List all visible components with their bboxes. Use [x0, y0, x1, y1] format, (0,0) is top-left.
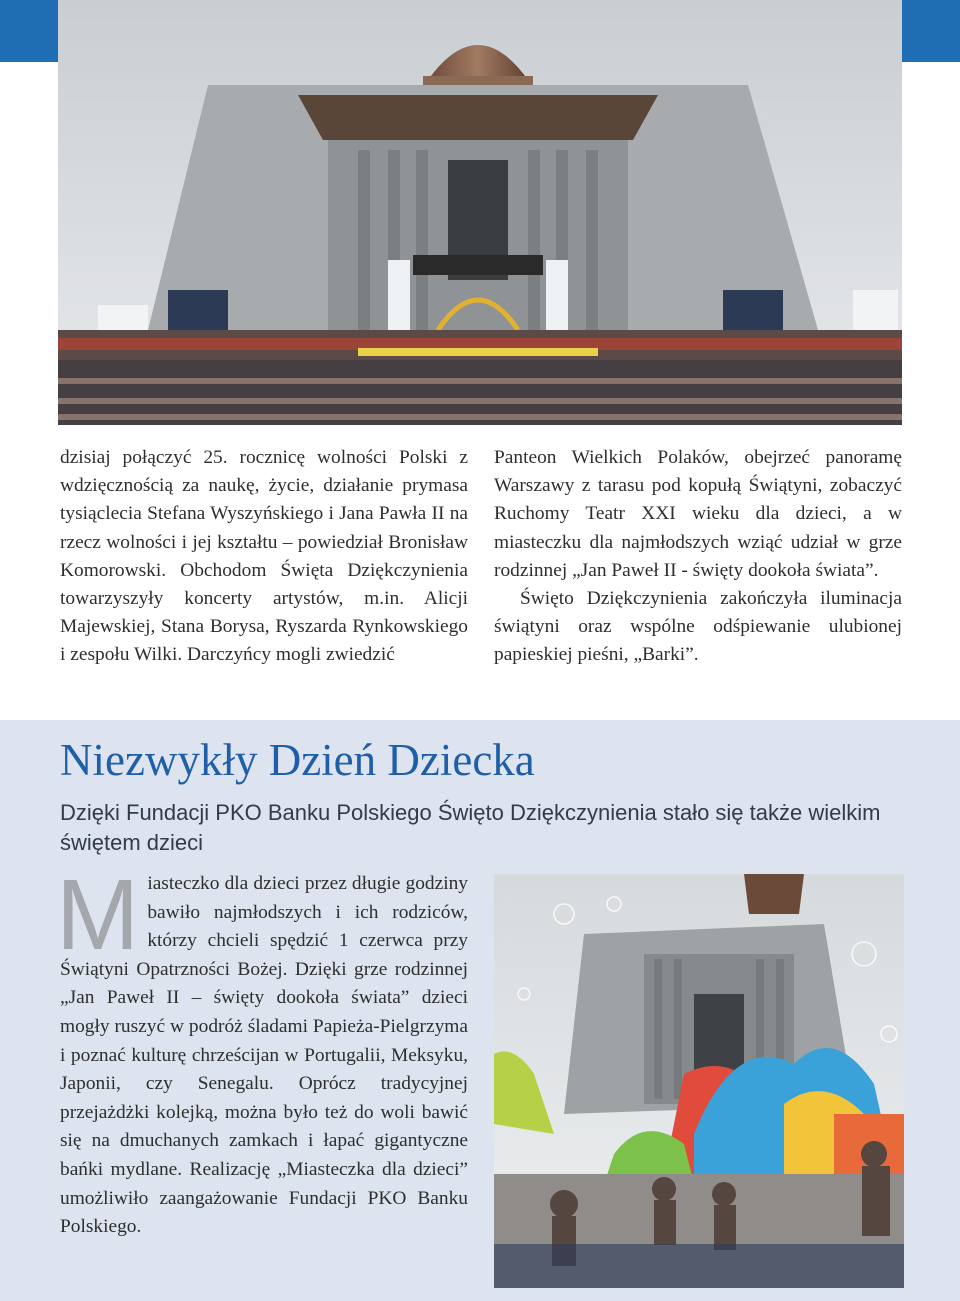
- article-right-text-1: Panteon Wielkich Polaków, obejrzeć panoramę Warszawy z tarasu pod kopułą Świątyni, zobaczyć Ruchomy Teatr XXI wieku dla dzieci, a w miasteczku dla najmłodszych wziąć udział w grze rodzinnej „Jan Paweł II - święty dookoła świata”.: [494, 447, 902, 581]
- article-right-column: [494, 444, 902, 670]
- corner-accent-left: [0, 0, 60, 62]
- section-title: Niezwykły Dzień Dziecka: [60, 735, 535, 785]
- section-lead: Dzięki Fundacji PKO Banku Polskiego Święto Dziękczynienia stało się także wielkim świętem dzieci: [60, 800, 881, 855]
- temple-ceremony-photo: [58, 0, 902, 425]
- article-right-text-2: Święto Dziękczynienia zakończyła iluminacja świątyni oraz wspólne odśpiewanie ulubionej papieskiej pieśni, „Barki”.: [494, 588, 902, 666]
- article-left-text: dzisiaj połączyć 25. rocznicę wolności Polski z wdzięcznością za naukę, życie, działanie prymasa tysiąclecia Stefana Wyszyńskiego i Jana Pawła II na rzecz wolności i jej kształtu – powiedział Bronisław Komorowski. Obchodom Święta Dziękczynienia towarzyszyły koncerty artystów, m.in. Alicji Majewskiej, Stana Borysa, Ryszarda Rynkowskiego i zespołu Wilki. Darczyńcy mogli zwiedzić: [60, 447, 468, 666]
- dropcap-letter: M: [56, 859, 140, 971]
- children-festival-photo: [494, 874, 904, 1288]
- corner-accent-right: [900, 0, 960, 62]
- section-body-text: iasteczko dla dzieci przez długie godziny bawiło najmłodszych i ich rodziców, którzy chcieli spędzić 1 czerwca przy Świątyni Opatrzności Bożej. Dzięki grze rodzinnej „Jan Paweł II – święty dookoła świata” dzieci mogły ruszyć w podróż śladami Papieża-Pielgrzyma i poznać kulturę chrześcijan w Portugalii, Meksyku, Japonii, czy Senegalu. Oprócz tradycyjnej przejażdżki kolejką, można było też do woli bawić się na dmuchanych zamkach i łapać gigantyczne bańki mydlane. Realizację „Miasteczka dla dzieci” umożliwiło zaangażowanie Fundacji PKO Banku Polskiego.: [60, 873, 468, 1238]
- article-left-column: [60, 444, 468, 670]
- section-body-column: [56, 859, 468, 1242]
